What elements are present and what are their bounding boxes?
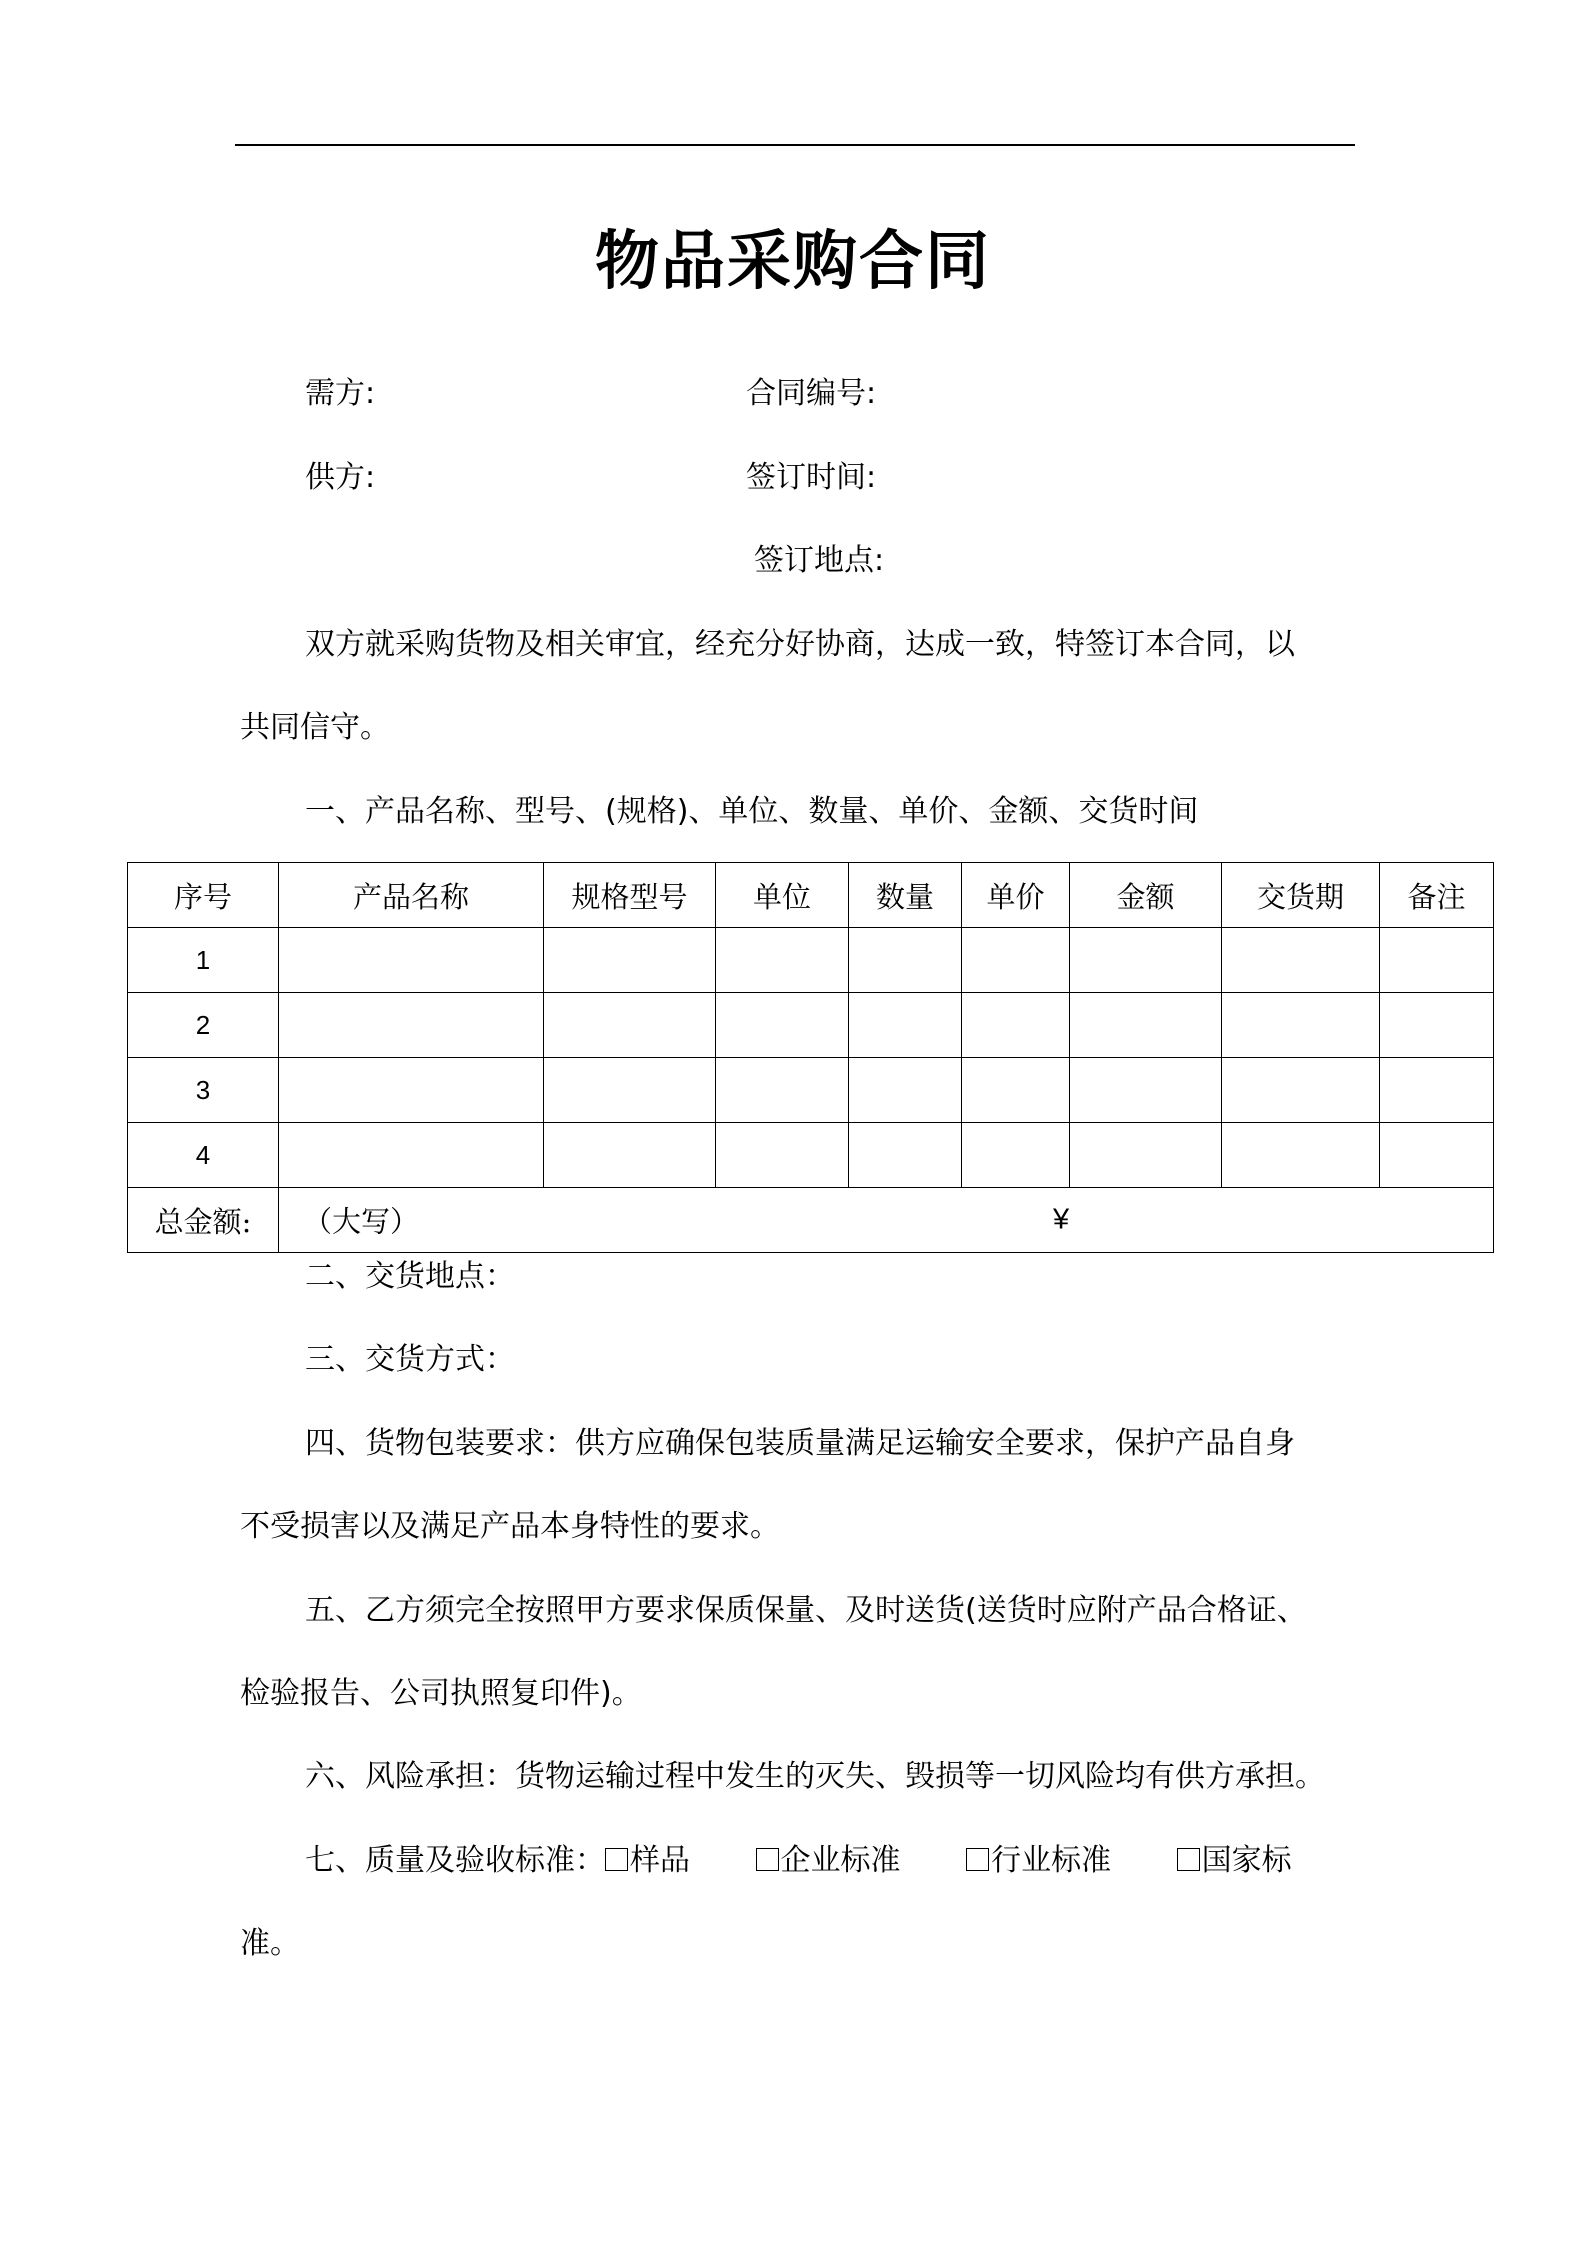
cell-delivery-date[interactable] (1222, 1058, 1380, 1123)
cell-unit-price[interactable] (962, 993, 1070, 1058)
option-sample[interactable] (605, 1841, 690, 1881)
cell-product-name[interactable] (279, 928, 544, 993)
cell-unit-price[interactable] (962, 1058, 1070, 1123)
checkbox-icon[interactable] (756, 1848, 779, 1871)
cell-unit[interactable] (716, 1123, 849, 1188)
cell-quantity[interactable] (849, 993, 962, 1058)
header-product-name: 产品名称 (279, 863, 544, 928)
section-5-line-1: 五、乙方须完全按照甲方要求保质保量、及时送货(送货时应附产品合格证、 (305, 1593, 1307, 1628)
cell-remarks[interactable] (1380, 928, 1494, 993)
section-7-quality-standard (305, 1841, 1292, 1881)
sign-place-field: 签订地点: (754, 543, 885, 578)
cell-spec-model[interactable] (544, 1123, 716, 1188)
option-enterprise-standard[interactable] (756, 1841, 901, 1881)
total-amount-uppercase-label: （大写） (303, 1204, 420, 1239)
cell-spec-model[interactable] (544, 1058, 716, 1123)
sign-time-field: 签订时间: (746, 460, 877, 495)
checkbox-icon[interactable] (605, 1848, 628, 1871)
table-header-row (128, 863, 1494, 928)
contract-number-field: 合同编号: (746, 376, 877, 411)
cell-product-name[interactable] (279, 993, 544, 1058)
cell-spec-model[interactable] (544, 928, 716, 993)
option-industry-standard-label: 行业标准 (991, 1843, 1112, 1878)
row-index: 4 (128, 1123, 279, 1188)
row-index: 2 (128, 993, 279, 1058)
header-amount: 金额 (1070, 863, 1222, 928)
table-row (128, 993, 1494, 1058)
cell-amount[interactable] (1070, 1058, 1222, 1123)
checkbox-icon[interactable] (1177, 1848, 1200, 1871)
option-industry-standard[interactable] (966, 1841, 1111, 1881)
section-6-risk: 六、风险承担：货物运输过程中发生的灭失、毁损等一切风险均有供方承担。 (305, 1759, 1325, 1794)
header-remarks: 备注 (1380, 863, 1494, 928)
section-5-line-2: 检验报告、公司执照复印件)。 (240, 1676, 642, 1711)
cell-unit[interactable] (716, 993, 849, 1058)
cell-amount[interactable] (1070, 993, 1222, 1058)
section-1-heading: 一、产品名称、型号、(规格)、单位、数量、单价、金额、交货时间 (305, 794, 1199, 829)
option-enterprise-standard-label: 企业标准 (780, 1843, 901, 1878)
section-2-delivery-place: 二、交货地点： (305, 1259, 515, 1294)
intro-paragraph-line-1: 双方就采购货物及相关审宜，经充分好协商，达成一致，特签订本合同，以 (305, 627, 1295, 662)
row-index: 3 (128, 1058, 279, 1123)
cell-unit-price[interactable] (962, 928, 1070, 993)
cell-quantity[interactable] (849, 1058, 962, 1123)
row-index: 1 (128, 928, 279, 993)
cell-delivery-date[interactable] (1222, 928, 1380, 993)
cell-product-name[interactable] (279, 1058, 544, 1123)
cell-amount[interactable] (1070, 1123, 1222, 1188)
supplier-field: 供方: (305, 460, 376, 495)
header-unit-price: 单价 (962, 863, 1070, 928)
checkbox-icon[interactable] (966, 1848, 989, 1871)
cell-quantity[interactable] (849, 928, 962, 993)
document-title: 物品采购合同 (595, 225, 991, 299)
cell-remarks[interactable] (1380, 1058, 1494, 1123)
cell-quantity[interactable] (849, 1123, 962, 1188)
intro-paragraph-line-2: 共同信守。 (240, 710, 390, 745)
cell-delivery-date[interactable] (1222, 1123, 1380, 1188)
section-7-continuation: 准。 (240, 1926, 300, 1961)
total-amount-label: 总金额: (128, 1188, 279, 1253)
option-national-standard-label: 国家标 (1201, 1843, 1292, 1878)
cell-remarks[interactable] (1380, 1123, 1494, 1188)
total-amount-cell[interactable] (279, 1188, 1494, 1253)
total-amount-yen-symbol: ¥ (1053, 1203, 1070, 1236)
cell-unit-price[interactable] (962, 1123, 1070, 1188)
section-7-label: 七、质量及验收标准： (305, 1843, 605, 1878)
product-table-container (127, 862, 1493, 1253)
header-quantity: 数量 (849, 863, 962, 928)
table-row (128, 1058, 1494, 1123)
option-national-standard[interactable] (1177, 1841, 1292, 1881)
header-rule (235, 144, 1355, 146)
total-row (128, 1188, 1494, 1253)
option-sample-label: 样品 (630, 1843, 690, 1878)
cell-delivery-date[interactable] (1222, 993, 1380, 1058)
product-table (127, 862, 1494, 1253)
header-delivery-date: 交货期 (1222, 863, 1380, 928)
cell-spec-model[interactable] (544, 993, 716, 1058)
cell-remarks[interactable] (1380, 993, 1494, 1058)
table-row (128, 928, 1494, 993)
section-3-delivery-method: 三、交货方式： (305, 1342, 515, 1377)
cell-amount[interactable] (1070, 928, 1222, 993)
table-row (128, 1123, 1494, 1188)
cell-unit[interactable] (716, 1058, 849, 1123)
header-spec-model: 规格型号 (544, 863, 716, 928)
demander-field: 需方: (305, 376, 376, 411)
header-unit: 单位 (716, 863, 849, 928)
cell-product-name[interactable] (279, 1123, 544, 1188)
cell-unit[interactable] (716, 928, 849, 993)
section-4-line-1: 四、货物包装要求：供方应确保包装质量满足运输安全要求，保护产品自身 (305, 1426, 1295, 1461)
section-4-line-2: 不受损害以及满足产品本身特性的要求。 (240, 1509, 780, 1544)
header-index: 序号 (128, 863, 279, 928)
